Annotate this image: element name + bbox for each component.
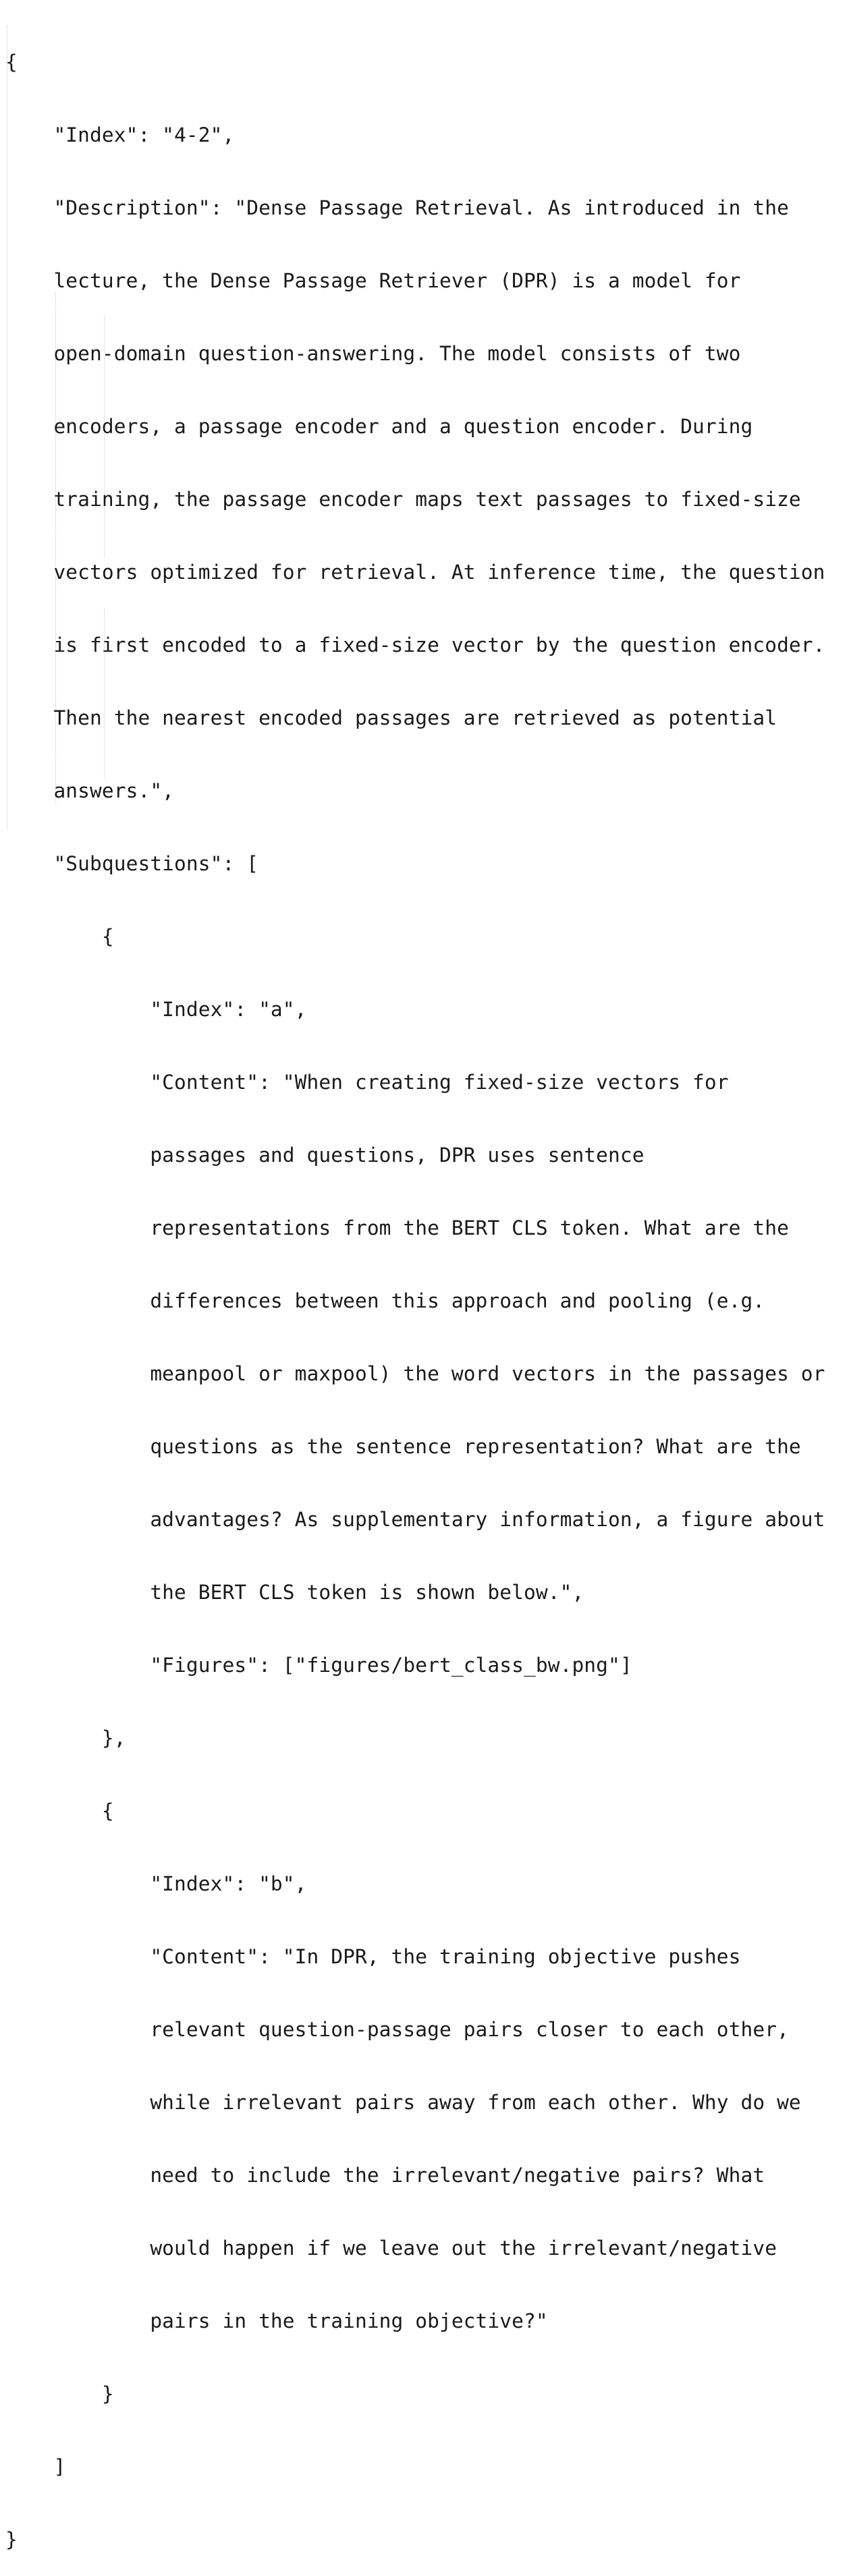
code-line: Then the nearest encoded passages are retrieved as potential (5, 706, 777, 729)
code-line: would happen if we leave out the irrelevant/negative (5, 2237, 777, 2260)
code-line: passages and questions, DPR uses sentence (5, 1144, 645, 1167)
code-line: the BERT CLS token is shown below.", (5, 1581, 584, 1604)
code-line: "Index": "4-2", (5, 123, 235, 146)
code-line: training, the passage encoder maps text passages to fixed-size (5, 488, 801, 511)
code-line: while irrelevant pairs away from each other. Why do we (5, 2091, 801, 2114)
code-line: encoders, a passage encoder and a question encoder. During (5, 415, 753, 438)
code-line: }, (5, 1727, 126, 1749)
code-line: "Description": "Dense Passage Retrieval. As introduced in the (5, 196, 789, 219)
code-line: need to include the irrelevant/negative pairs? What (5, 2164, 765, 2187)
code-line: ] (5, 2455, 66, 2478)
json-code-view (5, 1, 825, 2576)
code-line: questions as the sentence representation? What are the (5, 1435, 801, 1458)
code-line: "Index": "b", (5, 1872, 307, 1895)
code-line: { (5, 925, 114, 948)
code-line: } (5, 2528, 18, 2551)
code-line: advantages? As supplementary information, a figure about (5, 1508, 825, 1531)
code-line: "Content": "When creating fixed-size vectors for (5, 1071, 729, 1094)
code-line: differences between this approach and pooling (e.g. (5, 1289, 765, 1312)
code-line: open-domain question-answering. The model consists of two (5, 342, 741, 365)
code-line: { (5, 1799, 114, 1822)
code-line: vectors optimized for retrieval. At inference time, the question (5, 561, 825, 584)
code-line: relevant question-passage pairs closer to each other, (5, 2018, 789, 2041)
code-line: "Subquestions": [ (5, 852, 259, 875)
code-line: pairs in the training objective?" (5, 2309, 548, 2332)
code-line: lecture, the Dense Passage Retriever (DPR) is a model for (5, 269, 741, 292)
code-line: is first encoded to a fixed-size vector by the question encoder. (5, 634, 825, 656)
code-line: "Figures": ["figures/bert_class_bw.png"] (5, 1654, 632, 1677)
code-line: { (5, 51, 18, 74)
code-line: "Index": "a", (5, 998, 307, 1021)
code-line: representations from the BERT CLS token. What are the (5, 1216, 789, 1239)
code-line: } (5, 2382, 114, 2405)
code-line: meanpool or maxpool) the word vectors in the passages or (5, 1362, 825, 1385)
code-line: answers.", (5, 779, 175, 802)
code-line: "Content": "In DPR, the training objective pushes (5, 1945, 741, 1968)
